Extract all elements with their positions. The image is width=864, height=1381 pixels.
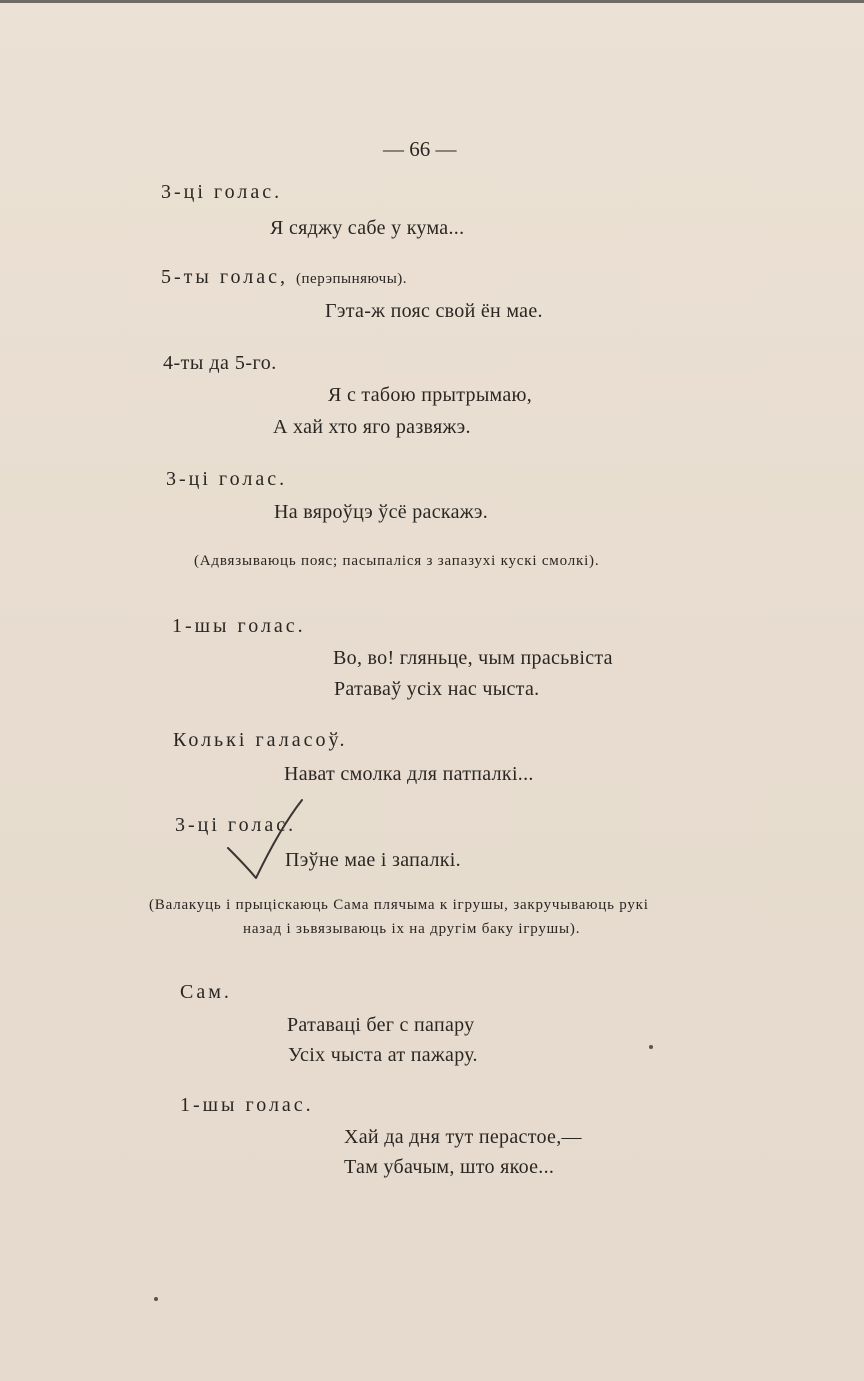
speaker-3rd-voice: 3-ці голас. <box>166 468 288 490</box>
speaker-1st-voice: 1-шы голас. <box>180 1094 314 1116</box>
page-top-edge <box>0 0 864 3</box>
speaker-sam: Сам. <box>180 981 232 1003</box>
verse-line: Ратаваў усіх нас чыста. <box>334 678 540 700</box>
verse-line: Во, во! гляньце, чым прасьвіста <box>333 647 613 669</box>
page-number: — 66 — <box>383 137 457 161</box>
verse-line: Я с табою прытрымаю, <box>328 384 533 406</box>
stage-direction: (Валакуць і прыціскаюць Сама плячыма к ігрушы, закручываюць рукі <box>149 897 649 913</box>
ink-speck <box>649 1045 653 1049</box>
speaker-label: 5-ты голас, <box>161 266 289 288</box>
ink-speck <box>154 1297 158 1301</box>
speaker-4th-to-5th: 4-ты да 5-го. <box>163 352 277 374</box>
stage-direction: (Адвязываюць пояс; пасыпаліся з запазухі кускі смолкі). <box>194 553 600 569</box>
verse-line: Ратаваці бег с папару <box>287 1014 475 1036</box>
speaker-3rd-voice: 3-ці голас. <box>175 814 297 836</box>
speaker-several-voices: Колькі галасоў. <box>173 729 348 751</box>
verse-line: Хай да дня тут перастое,— <box>344 1126 582 1148</box>
verse-line: Пэўне мае і запалкі. <box>285 849 461 871</box>
verse-line: На вяроўцэ ўсё раскажэ. <box>274 501 489 523</box>
verse-line: Там убачым, што якое... <box>344 1156 555 1178</box>
verse-line: Гэта-ж пояс свой ён мае. <box>325 300 543 322</box>
stage-direction: назад і зьвязываюць іх на другім баку ігрушы). <box>243 921 581 937</box>
verse-line: Я сяджу сабе у кума... <box>270 217 465 239</box>
speaker-5th-voice <box>161 267 407 287</box>
handwritten-checkmark <box>226 798 308 882</box>
verse-line: Усіх чыста ат пажару. <box>288 1044 478 1066</box>
speaker-3rd-voice: 3-ці голас. <box>161 181 283 203</box>
verse-line: А хай хто яго развяжэ. <box>273 416 471 438</box>
speaker-1st-voice: 1-шы голас. <box>172 615 306 637</box>
verse-line: Нават смолка для патпалкі... <box>284 763 534 785</box>
speaker-note: (перэпыняючы). <box>296 271 408 287</box>
